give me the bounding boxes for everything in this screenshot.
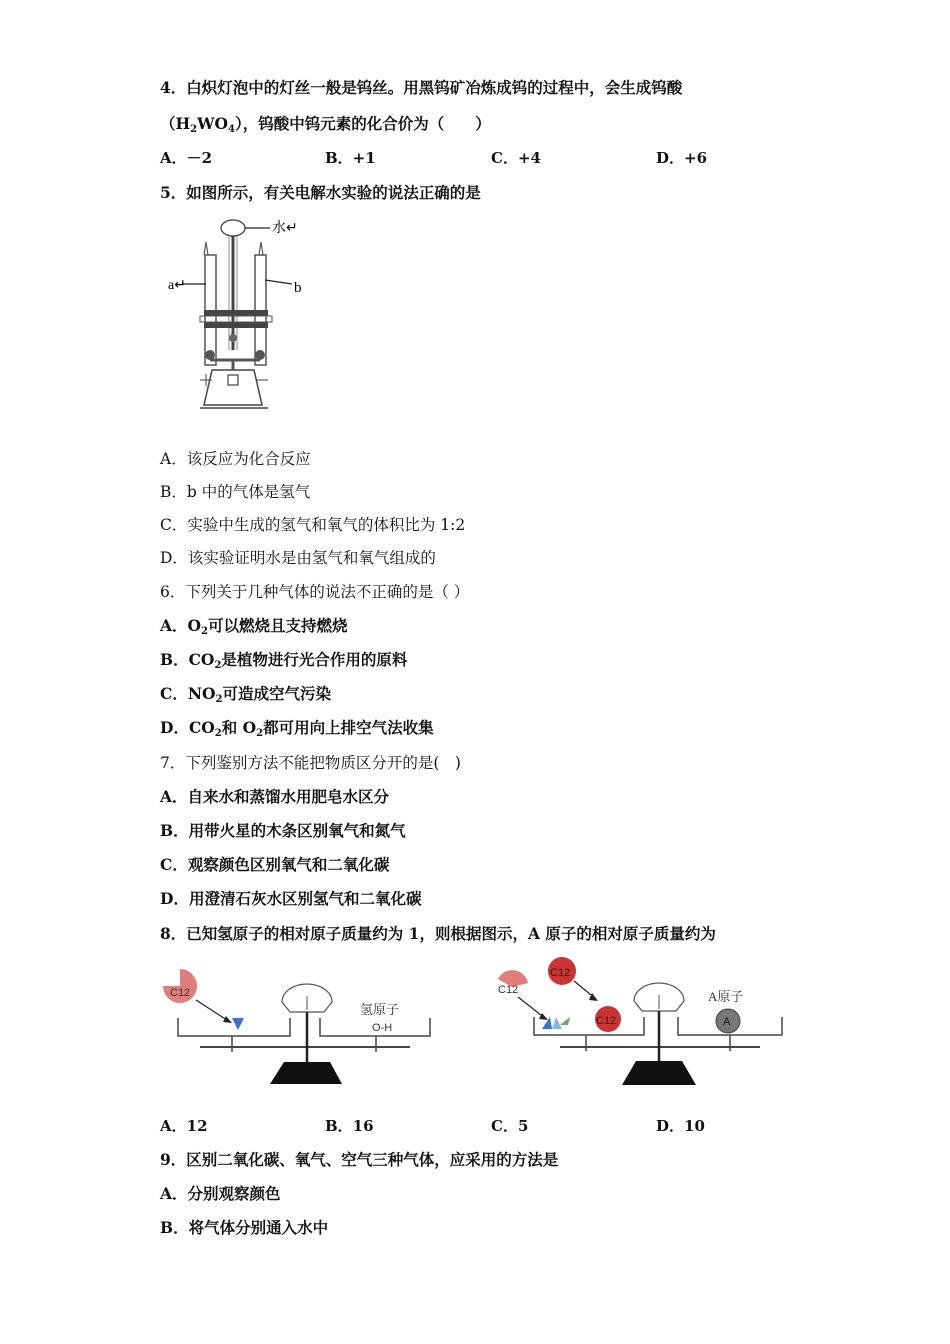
q8-option-d: D．10 xyxy=(656,1117,705,1135)
q6-option-c: C．NO2可造成空气污染 xyxy=(160,684,331,705)
q6-option-d: D．CO2和 O2都可用向上排空气法收集 xyxy=(160,718,434,739)
electrolysis-apparatus-figure xyxy=(160,210,320,415)
balance-figure-a-atom xyxy=(490,955,790,1090)
q8-stem: 8．已知氢原子的相对原子质量约为 1，则根据图示，A 原子的相对原子质量约为 xyxy=(160,924,716,943)
c12-right-label-3: C12 xyxy=(596,1015,617,1027)
q4-stem-line1: 4．白炽灯泡中的灯丝一般是钨丝。用黑钨矿冶炼成钨的过程中，会生成钨酸 xyxy=(160,78,683,97)
q7-option-a: A．自来水和蒸馏水用肥皂水区分 xyxy=(160,787,390,806)
q5-option-a: A．该反应为化合反应 xyxy=(160,450,311,468)
q7-option-b: B．用带火星的木条区别氧气和氮气 xyxy=(160,821,406,840)
q7-stem: 7．下列鉴别方法不能把物质区分开的是( ) xyxy=(160,754,461,772)
q7-option-d: D．用澄清石灰水区别氢气和二氧化碳 xyxy=(160,889,422,908)
q7-option-c: C．观察颜色区别氧气和二氧化碳 xyxy=(160,855,390,874)
a-atom-symbol: A xyxy=(723,1016,731,1028)
q8-option-c: C．5 xyxy=(491,1117,529,1135)
a-atom-label: A原子 xyxy=(708,989,744,1004)
hydrogen-atom-symbol: O-H xyxy=(372,1022,393,1034)
q5-stem: 5．如图所示，有关电解水实验的说法正确的是 xyxy=(160,183,481,202)
tube-a-label: a↵ xyxy=(168,278,186,293)
q4-stem-line2: （H2WO4），钨酸中钨元素的化合价为（ ） xyxy=(160,114,491,135)
q6-option-a: A．O2可以燃烧且支持燃烧 xyxy=(160,616,348,637)
balance-figure-hydrogen xyxy=(160,960,440,1090)
q4-option-a: A．－2 xyxy=(160,149,213,167)
q5-option-b: B．b 中的气体是氢气 xyxy=(160,483,311,501)
tube-b-label: b xyxy=(294,280,302,296)
q8-option-b: B．16 xyxy=(325,1117,374,1135)
q8-option-a: A．12 xyxy=(160,1117,208,1135)
q6-stem: 6．下列关于几种气体的说法不正确的是（ ） xyxy=(160,583,470,601)
water-label: 水↵ xyxy=(272,221,298,236)
q4-option-d: D．+6 xyxy=(656,149,708,167)
q9-stem: 9．区别二氧化碳、氧气、空气三种气体，应采用的方法是 xyxy=(160,1150,559,1169)
q6-option-b: B．CO2是植物进行光合作用的原料 xyxy=(160,650,408,671)
c12-left-label: C12 xyxy=(170,987,191,999)
q5-option-c: C．实验中生成的氢气和氧气的体积比为 1:2 xyxy=(160,516,466,534)
c12-right-label-1: C12 xyxy=(498,984,519,996)
c12-right-label-2: C12 xyxy=(550,967,571,979)
hydrogen-atom-label: 氢原子 xyxy=(360,1002,400,1017)
q4-option-c: C．+4 xyxy=(491,149,541,167)
q5-option-d: D．该实验证明水是由氢气和氧气组成的 xyxy=(160,549,436,567)
q9-option-b: B．将气体分别通入水中 xyxy=(160,1218,329,1237)
q4-option-b: B．+1 xyxy=(325,149,376,167)
q9-option-a: A．分别观察颜色 xyxy=(160,1184,281,1203)
